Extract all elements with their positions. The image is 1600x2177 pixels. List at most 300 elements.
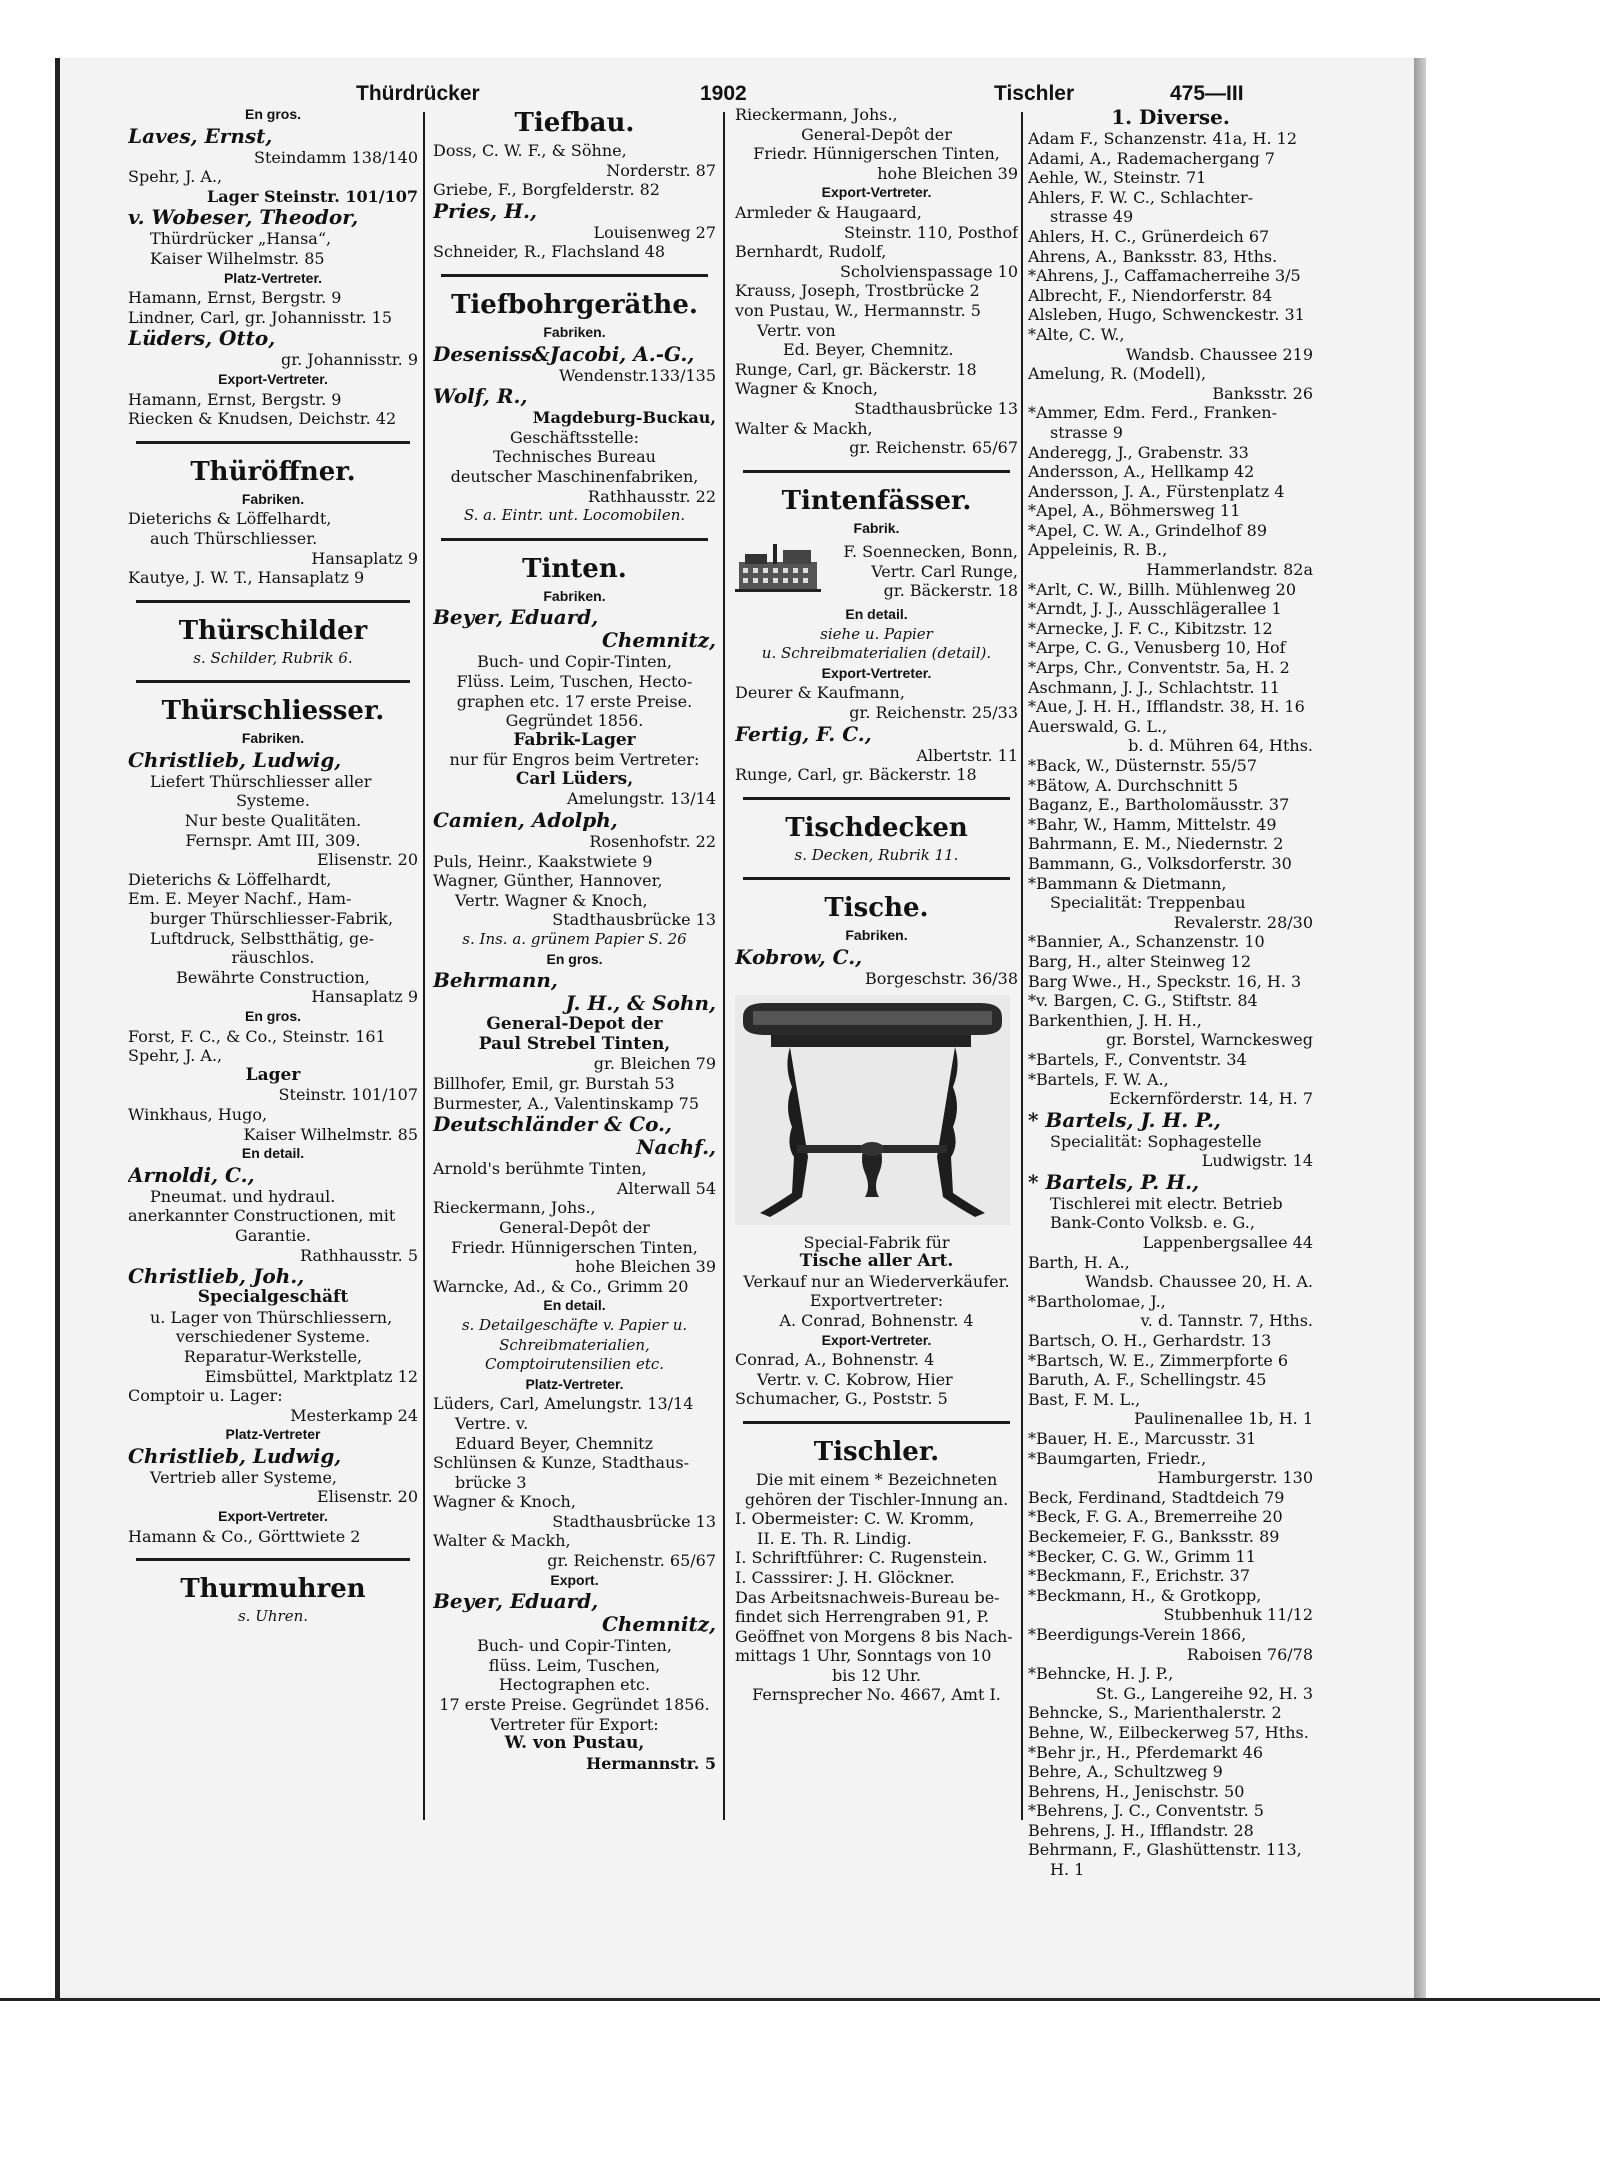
cross-reference: S. a. Eintr. unt. Locomobilen. [463,506,686,525]
category-label: Fabrik. [853,519,900,536]
address-line: gr. Reichenstr. 65/67 [547,1551,716,1571]
note-line: graphen etc. 17 erste Preise. [456,691,693,711]
address-line: Stadthausbrücke 13 [854,398,1018,418]
directory-entry: Adam F., Schanzenstr. 41a, H. 12 [1028,129,1297,148]
address-line: Ludwigstr. 14 [1201,1151,1313,1171]
directory-entry: Hamann, Ernst, Bergstr. 9 [128,389,342,409]
entry-detail: Liefert Thürschliesser aller [150,771,372,791]
directory-entry: Behre, A., Schultzweg 9 [1028,1762,1223,1782]
note-line: Gegründet 1856. [505,711,644,731]
entry-detail: Specialität: Treppenbau [1050,893,1246,913]
section-heading: Tischdecken [785,812,968,843]
note-line: Bewährte Construction, [176,967,370,987]
directory-entry: *Bammann & Dietmann, [1028,873,1227,893]
address-line: Lappenbergsallee 44 [1142,1233,1313,1253]
emphasis-line: Specialgeschäft [197,1288,349,1308]
directory-entry: Hamann & Co., Görttwiete 2 [128,1526,361,1546]
firm-name-continued: Nachf., [636,1136,716,1160]
directory-entry: Auerswald, G. L., [1028,716,1168,736]
column-divider-2 [723,112,725,1820]
directory-entry: Ahlers, H. C., Grünerdeich 67 [1028,226,1270,246]
category-label: Fabriken. [241,490,305,507]
section-rule [136,441,410,444]
note-line: Geschäftsstelle: [509,427,640,447]
directory-entry: *Beckmann, H., & Grotkopp, [1028,1585,1262,1605]
directory-entry: Spehr, J. A., [128,1046,223,1066]
factory-address [831,542,1018,601]
firm-name: Kobrow, C., [735,946,863,969]
note-line: Friedr. Hünnigerschen Tinten, [451,1237,698,1257]
directory-entry: *Beerdigungs-Verein 1866, [1028,1624,1247,1644]
factory-engraving-icon [735,542,821,594]
firm-name: Christlieb, Joh., [128,1265,305,1289]
address-line: Paulinenallee 1b, H. 1 [1134,1409,1313,1429]
firm-name: * Bartels, J. H. P., [1028,1108,1221,1132]
address-line: hohe Bleichen 39 [877,163,1018,183]
directory-entry: *Bartels, F. W. A., [1028,1069,1169,1089]
directory-entry: Baganz, E., Bartholomäusstr. 37 [1028,795,1290,815]
directory-entry: Baruth, A. F., Schellingstr. 45 [1028,1370,1267,1390]
firm-name: Behrmann, [433,969,558,993]
directory-entry: *Bätow, A. Durchschnitt 5 [1028,775,1239,795]
directory-entry: Billhofer, Emil, gr. Burstah 53 [433,1074,675,1093]
factory-address-line: Vertr. Carl Runge, [871,561,1018,581]
address-line: Stadthausbrücke 13 [552,1511,716,1531]
header-year: 1902 [700,82,747,105]
note-line: bis 12 Uhr. [832,1665,921,1685]
firm-name-continued: Chemnitz, [601,1613,716,1637]
category-label: Platz-Vertreter [225,1426,321,1443]
section-rule [743,1421,1010,1424]
category-label: Platz-Vertreter. [525,1375,624,1392]
directory-entry: Albrecht, F., Niendorferstr. 84 [1028,285,1273,305]
section-rule [743,797,1010,800]
emphasis-line: W. von Pustau, [504,1734,645,1754]
note-line: General-Depôt der [499,1217,650,1237]
directory-entry: I. Obermeister: C. W. Kromm, [735,1509,975,1529]
directory-entry: Puls, Heinr., Kaakstwiete 9 [433,851,653,871]
emphasis-line: General-Depot der [486,1015,663,1035]
address-line: Banksstr. 26 [1212,383,1313,403]
firm-name: Fertig, F. C., [735,722,872,746]
note-line: Reparatur-Werkstelle, [183,1346,363,1366]
directory-entry: *Alte, C. W., [1028,324,1125,344]
header-left-keyword: Thürdrücker [356,82,480,105]
entry-detail: Luftdruck, Selbstthätig, ge- [150,928,375,948]
note-line: Garantie. [235,1225,311,1245]
directory-entry: Ahlers, F. W. C., Schlachter- [1028,187,1254,207]
directory-entry: von Pustau, W., Hermannstr. 5 [735,300,981,320]
column-divider-1 [423,112,425,1820]
category-label: Export-Vertreter. [218,1508,328,1525]
emphasis-line: Tische aller Art. [799,1252,954,1272]
section-heading: Thüröffner. [190,456,356,487]
directory-entry: Bammann, G., Volksdorferstr. 30 [1028,853,1292,873]
address-line: gr. Borstel, Warnckesweg [1105,1030,1313,1050]
directory-entry: Bahrmann, E. M., Niedernstr. 2 [1028,834,1284,854]
page-number: 475—III [1170,82,1244,105]
entry-detail: brücke 3 [455,1472,527,1492]
factory-entry [735,542,1018,601]
section-rule [441,274,708,277]
directory-entry: anerkannter Constructionen, mit [128,1206,396,1226]
address-line: Steindamm 138/140 [254,147,418,167]
directory-entry: Burmester, A., Valentinskamp 75 [433,1093,700,1113]
table-engraving-illustration [735,995,1010,1225]
directory-entry: Geöffnet von Morgens 8 bis Nach- [735,1626,1013,1646]
subsection-heading: 1. Diverse. [1111,105,1230,129]
directory-entry: *Ammer, Edm. Ferd., Franken- [1028,403,1278,423]
section-heading: Tischler. [813,1436,940,1467]
category-label: En gros. [546,950,603,967]
address-line: Revalerstr. 28/30 [1173,912,1313,932]
address-line: Steinstr. 101/107 [278,1085,418,1105]
note-line: Buch- und Copir-Tinten, [477,1636,672,1656]
section-heading: Tische. [824,893,929,924]
directory-entry: Ahrens, A., Banksstr. 83, Hths. [1028,246,1278,266]
cross-reference: s. Ins. a. grünem Papier S. 26 [462,930,687,949]
entry-detail: auch Thürschliesser. [150,528,318,548]
address-line: Amelungstr. 13/14 [567,789,716,809]
directory-entry: Deurer & Kaufmann, [735,683,905,703]
section-rule [743,470,1010,473]
page-right-edge [1414,58,1426,1998]
address-line: Stubbenhuk 11/12 [1163,1605,1313,1625]
entry-detail: Kaiser Wilhelmstr. 85 [150,248,325,268]
directory-entry: Bast, F. M. L., [1028,1389,1141,1409]
firm-name: Wolf, R., [433,385,528,409]
firm-name: Arnoldi, C., [128,1163,255,1187]
note-line: Exportvertreter: [809,1291,944,1311]
emphasis-line: Hermannstr. 5 [586,1753,716,1773]
entry-detail: H. 1 [1050,1860,1085,1880]
directory-entry: Barg, H., alter Steinweg 12 [1028,951,1251,971]
entry-detail: Bank-Conto Volksb. e. G., [1050,1213,1255,1233]
page-binding-edge [55,58,60,1998]
note-line: Friedr. Hünnigerschen Tinten, [753,144,1000,164]
entry-detail: Pneumat. und hydraul. [150,1186,336,1206]
category-label: En detail. [845,606,908,623]
directory-entry: *Apel, C. W. A., Grindelhof 89 [1028,520,1268,540]
note-line: 17 erste Preise. Gegründet 1856. [439,1695,710,1715]
address-line: Raboisen 76/78 [1186,1644,1313,1664]
category-label: Fabriken. [543,587,606,604]
directory-entry: Em. E. Meyer Nachf., Ham- [128,889,352,909]
directory-entry: *Arpe, C. G., Venusberg 10, Hof [1028,638,1286,658]
directory-entry: Behne, W., Eilbeckerweg 57, Hths. [1028,1722,1309,1742]
directory-entry: Andersson, J. A., Fürstenplatz 4 [1028,481,1285,501]
firm-name: Camien, Adolph, [433,809,618,833]
directory-entry: Adami, A., Rademachergang 7 [1028,148,1275,168]
directory-entry: Krauss, Joseph, Trostbrücke 2 [735,281,980,301]
directory-entry: Wagner & Knoch, [735,379,878,399]
directory-entry: I. Schriftführer: C. Rugenstein. [735,1548,988,1568]
directory-entry: *Apel, A., Böhmersweg 11 [1028,501,1241,521]
directory-entry: Andersson, A., Hellkamp 42 [1028,462,1255,482]
column-4 [1028,105,1313,1880]
entry-detail: Ed. Beyer, Chemnitz. [783,340,954,360]
directory-entry: Barth, H. A., [1028,1252,1130,1272]
directory-entry: Behrens, H., Jenischstr. 50 [1028,1781,1245,1801]
entry-detail: Vertr. Wagner & Knoch, [455,890,648,910]
entry-detail: Specialität: Sophagestelle [1050,1131,1262,1151]
firm-name-continued: J. H., & Sohn, [565,992,716,1016]
address-line: Hansaplatz 9 [311,987,418,1007]
entry-detail: Thürdrücker „Hansa“, [150,229,332,249]
section-heading: Thürschilder [178,615,368,646]
directory-entry: Schumacher, G., Poststr. 5 [735,1389,948,1409]
directory-entry: *Arndt, J. J., Ausschlägerallee 1 [1028,599,1282,619]
address-line: gr. Reichenstr. 65/67 [849,438,1018,458]
cross-reference: siehe u. Papier [820,624,933,643]
address-line: Eimsbüttel, Marktplatz 12 [204,1366,418,1386]
note-line: Technisches Bureau [493,447,656,467]
address-line: v. d. Tannstr. 7, Hths. [1140,1311,1313,1331]
cross-reference: Comptoirutensilien etc. [484,1355,665,1374]
emphasis-line: Lager Steinstr. 101/107 [207,186,418,206]
directory-entry: Walter & Mackh, [735,418,873,438]
directory-entry: Wagner & Knoch, [433,1492,576,1512]
cross-reference: s. Uhren. [237,1607,308,1626]
directory-entry: Conrad, A., Bohnenstr. 4 [735,1350,935,1370]
category-label: Export-Vertreter. [821,664,932,681]
column-3 [735,105,1018,1705]
cross-reference: s. Decken, Rubrik 11. [794,845,959,864]
directory-entry: Barkenthien, J. H. H., [1028,1010,1202,1030]
entry-detail: Tischlerei mit electr. Betrieb [1050,1193,1283,1213]
entry-detail: Vertrieb aller Systeme, [150,1467,338,1487]
directory-entry: Winkhaus, Hugo, [128,1104,268,1124]
directory-entry: *Bahr, W., Hamm, Mittelstr. 49 [1028,814,1277,834]
directory-entry: mittags 1 Uhr, Sonntags von 10 [735,1646,992,1666]
note-line: gehören der Tischler-Innung an. [744,1489,1009,1509]
address-line: Elisenstr. 20 [317,1487,418,1507]
note-line: verschiedener Systeme. [175,1327,371,1347]
address-line: Mesterkamp 24 [290,1405,418,1425]
section-heading: Tiefbau. [514,108,635,138]
entry-detail: Vertr. v. C. Kobrow, Hier [757,1369,953,1389]
address-line: Scholvienspassage 10 [839,261,1018,281]
directory-entry: Dieterichs & Löffelhardt, [128,869,332,889]
section-rule [136,680,410,683]
directory-entry: Armleder & Haugaard, [735,202,922,222]
directory-entry: Runge, Carl, gr. Bäckerstr. 18 [735,359,977,379]
directory-entry: *Ahrens, J., Caffamacherreihe 3/5 [1028,266,1301,286]
section-heading: Thurmuhren [180,1574,366,1605]
address-line: Wandsb. Chaussee 219 [1125,344,1313,364]
address-line: Rathhausstr. 5 [300,1245,418,1265]
directory-entry: *Arlt, C. W., Billh. Mühlenweg 20 [1028,579,1296,599]
note-line: General-Depôt der [801,124,952,144]
note-line: Verkauf nur an Wiederverkäufer. [743,1271,1010,1291]
directory-entry: Aschmann, J. J., Schlachtstr. 11 [1028,677,1280,697]
directory-entry: Riecken & Knudsen, Deichstr. 42 [128,409,397,429]
directory-entry: Warncke, Ad., & Co., Grimm 20 [433,1276,689,1296]
address-line: b. d. Mühren 64, Hths. [1128,736,1313,756]
directory-entry: Wagner, Günther, Hannover, [433,871,663,891]
directory-entry: Das Arbeitsnachweis-Bureau be- [735,1587,1000,1607]
address-line: Hamburgerstr. 130 [1157,1468,1313,1488]
address-line: Alterwall 54 [616,1178,716,1198]
note-line: deutscher Maschinenfabriken, [450,466,699,486]
column-2 [433,105,716,1773]
category-label: En detail. [241,1145,305,1162]
section-rule [441,538,708,541]
directory-entry: *Beckmann, F., Erichstr. 37 [1028,1566,1251,1586]
firm-name: Lüders, Otto, [128,327,276,351]
firm-name: Beyer, Eduard, [433,1590,599,1614]
note-line: Special-Fabrik für [803,1232,950,1252]
directory-entry: Runge, Carl, gr. Bäckerstr. 18 [735,765,977,785]
directory-entry: Lindner, Carl, gr. Johannisstr. 15 [128,307,393,327]
directory-entry: *Bannier, A., Schanzenstr. 10 [1028,932,1265,952]
entry-detail: Vertre. v. [455,1413,529,1433]
category-label: Export-Vertreter. [821,184,932,201]
address-line: Wendenstr.133/135 [558,365,716,385]
category-label: En gros. [244,1008,301,1024]
directory-entry: Arnold's berühmte Tinten, [433,1159,647,1179]
directory-entry: *Bartels, F., Conventstr. 34 [1028,1049,1247,1069]
directory-entry: *Baumgarten, Friedr., [1028,1448,1207,1468]
directory-entry: Lüders, Carl, Amelungstr. 13/14 [433,1394,694,1414]
note-line: flüss. Leim, Tuschen, [488,1655,661,1675]
address-line: Eckernförderstr. 14, H. 7 [1109,1089,1313,1109]
directory-entry: Schlünsen & Kunze, Stadthaus- [433,1453,689,1473]
address-line: gr. Bleichen 79 [593,1054,716,1074]
directory-entry: Dieterichs & Löffelhardt, [128,509,332,529]
directory-entry: Appeleinis, R. B., [1028,540,1168,560]
address-line: Kaiser Wilhelmstr. 85 [243,1124,418,1144]
address-line: Louisenweg 27 [593,222,716,242]
note-line: räuschlos. [231,948,315,968]
directory-entry: Anderegg, J., Grabenstr. 33 [1028,442,1249,462]
directory-entry: Griebe, F., Borgfelderstr. 82 [433,180,660,200]
factory-address-line: F. Soennecken, Bonn, [843,542,1018,562]
directory-entry: *Back, W., Düsternstr. 55/57 [1028,756,1258,775]
address-line: Rosenhofstr. 22 [589,832,716,852]
address-line: Steinstr. 110, Posthof [844,222,1018,242]
emphasis-line: Fabrik-Lager [513,730,636,750]
directory-entry: *v. Bargen, C. G., Stiftstr. 84 [1028,991,1258,1011]
section-heading: Thürschliesser. [161,696,385,727]
firm-name: v. Wobeser, Theodor, [128,206,359,230]
cross-reference: Schreibmaterialien, [499,1335,650,1354]
section-heading: Tinten. [522,553,627,584]
note-line: Vertreter für Export: [490,1714,659,1734]
directory-entry: Beckemeier, F. G., Banksstr. 89 [1028,1526,1280,1546]
emphasis-line: Paul Strebel Tinten, [478,1034,671,1054]
directory-entry: Beck, Ferdinand, Stadtdeich 79 [1028,1487,1285,1507]
firm-name: Christlieb, Ludwig, [128,1444,342,1468]
category-label: Fabriken. [241,730,305,747]
directory-entry: Hamann, Ernst, Bergstr. 9 [128,288,342,308]
firm-name: Beyer, Eduard, [433,606,599,630]
directory-entry: Comptoir u. Lager: [128,1386,283,1406]
directory-entry: Amelung, R. (Modell), [1028,364,1207,384]
header-right-keyword: Tischler [994,82,1075,105]
directory-entry: Barg Wwe., H., Speckstr. 16, H. 3 [1028,971,1302,991]
category-label: Export-Vertreter. [218,370,328,387]
section-heading: Tintenfässer. [781,485,972,516]
directory-entry: *Arps, Chr., Conventstr. 5a, H. 2 [1028,658,1290,678]
note-line: Fernsprecher No. 4667, Amt I. [752,1685,1001,1705]
address-line: Rathhausstr. 22 [587,486,716,506]
directory-entry: *Aue, J. H. H., Ifflandstr. 38, H. 16 [1028,697,1305,717]
category-label: Fabriken. [845,927,908,944]
note-line: Hectographen etc. [498,1675,651,1695]
factory-address-line: gr. Bäckerstr. 18 [883,581,1018,601]
firm-name: Pries, H., [433,199,537,223]
column-1 [128,105,418,1627]
entry-detail: Eduard Beyer, Chemnitz [455,1433,654,1453]
address-line: Wandsb. Chaussee 20, H. A. [1085,1272,1313,1292]
directory-entry: *Behncke, H. J. P., [1028,1664,1174,1684]
emphasis-line: Carl Lüders, [515,769,634,789]
directory-entry: *Arnecke, J. F. C., Kibitzstr. 12 [1028,618,1273,638]
category-label: Platz-Vertreter. [223,269,323,286]
address-line: St. G., Langereihe 92, H. 3 [1095,1683,1313,1703]
directory-entry: Spehr, J. A., [128,167,223,187]
directory-entry: Bernhardt, Rudolf, [735,242,887,262]
address-line: Hammerlandstr. 82a [1146,560,1313,580]
address-line: Stadthausbrücke 13 [552,910,716,930]
category-label: En gros. [244,106,301,122]
note-line: Systeme. [236,791,310,811]
category-label: Export-Vertreter. [821,1331,932,1348]
address-line: gr. Reichenstr. 25/33 [849,703,1018,723]
category-label: Fabriken. [543,323,606,340]
firm-name: Deutschländer & Co., [433,1113,672,1137]
firm-name-continued: Chemnitz, [601,629,716,653]
directory-entry: Rieckermann, Johs., [735,105,898,124]
directory-entry: Behrmann, F., Glashüttenstr. 113, [1028,1840,1302,1860]
directory-entry: Behncke, S., Marienthalerstr. 2 [1028,1703,1282,1723]
emphasis-line: Lager [245,1065,301,1085]
column-divider-3 [1021,112,1023,1820]
directory-entry: *Behr jr., H., Pferdemarkt 46 [1028,1742,1264,1762]
directory-entry: *Beck, F. G. A., Bremerreihe 20 [1028,1507,1283,1527]
section-rule [743,877,1010,880]
address-line: Borgeschstr. 36/38 [864,969,1018,988]
section-rule [136,600,410,603]
directory-entry: Aehle, W., Steinstr. 71 [1028,168,1207,188]
address-line: hohe Bleichen 39 [575,1257,716,1277]
entry-detail: strasse 9 [1050,422,1123,442]
section-rule [136,1558,410,1561]
note-line: Flüss. Leim, Tuschen, Hecto- [456,671,693,691]
cross-reference: s. Schilder, Rubrik 6. [193,648,353,667]
directory-entry: Doss, C. W. F., & Söhne, [433,141,627,160]
note-line: A. Conrad, Bohnenstr. 4 [779,1310,974,1330]
address-line: Elisenstr. 20 [317,850,418,870]
entry-detail: II. E. Th. R. Lindig. [757,1528,912,1548]
directory-entry: Bartsch, O. H., Gerhardstr. 13 [1028,1331,1272,1351]
note-line: nur für Engros beim Vertreter: [449,750,700,770]
directory-entry: I. Casssirer: J. H. Glöckner. [735,1567,955,1587]
firm-name: Laves, Ernst, [128,124,273,148]
directory-entry: *Behrens, J. C., Conventstr. 5 [1028,1801,1264,1821]
directory-entry: Forst, F. C., & Co., Steinstr. 161 [128,1026,386,1046]
directory-entry: Rieckermann, Johs., [433,1198,596,1218]
directory-entry: *Bartsch, W. E., Zimmerpforte 6 [1028,1350,1289,1370]
address-line: gr. Johannisstr. 9 [280,350,418,370]
note-line: Buch- und Copir-Tinten, [477,652,672,672]
category-label: Export. [550,1571,599,1588]
directory-entry: *Becker, C. G. W., Grimm 11 [1028,1546,1256,1566]
directory-entry: *Bartholomae, J., [1028,1291,1166,1311]
directory-entry: Alsleben, Hugo, Schwenckestr. 31 [1028,305,1305,325]
entry-detail: Vertr. von [757,320,836,340]
